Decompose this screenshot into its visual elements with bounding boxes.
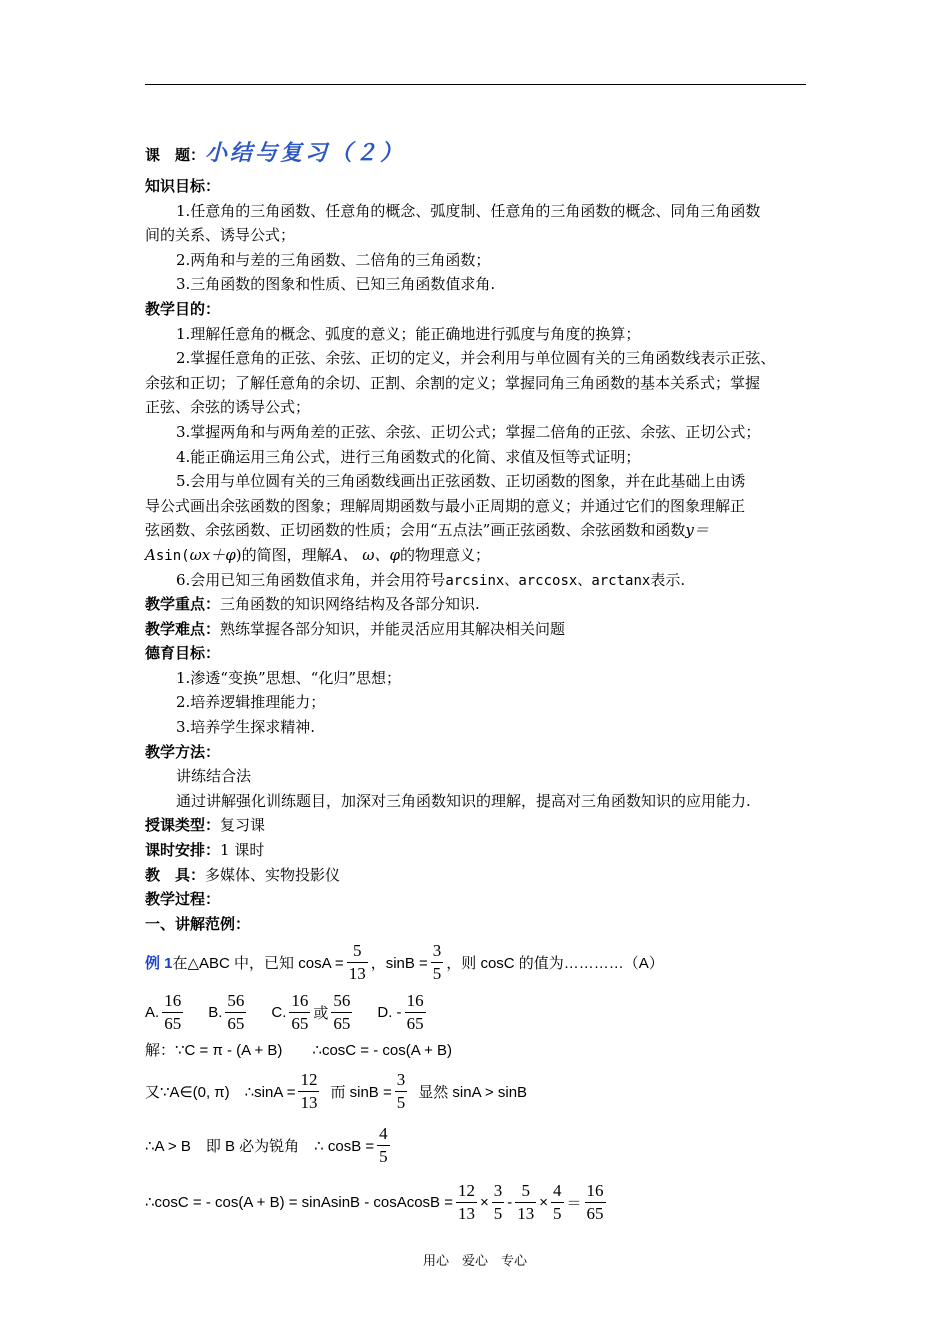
goal-item-6 [145,568,810,593]
method-item-1: 讲练结合法 [176,767,252,786]
moral-item-1: 1.渗透“变换”思想、“化归”思想； [176,668,401,687]
goal-item-2-cont: 余弦和正切；了解任意角的余切、正割、余割的定义；掌握同角三角函数的基本关系式；掌握 [145,373,761,392]
goal-item-5-cont2 [145,518,810,543]
times-sign-2: × [539,1193,549,1211]
fraction-12-13: $\frac{12}{13}$ [458,1180,475,1223]
difficulty-text: 熟练掌握各部分知识，并能灵活应用其解决相关问题 [220,619,566,638]
goal-5-sin: sin( [155,547,190,564]
fraction-sinB: $\frac{3}{5}$ [432,940,442,983]
focus-text: 三角函数的知识网络结构及各部分知识. [220,595,480,614]
goal-5-formula-y: y＝ [685,521,709,540]
knowledge-heading: 知识目标： [145,177,221,195]
type-label: 授课类型： [145,816,221,835]
knowledge-item-1: 1.任意角的三角函数、任意角的概念、弧度制、任意角的三角函数的概念、同角三角函数 [176,201,761,220]
goal-5-meaning: 的物理意义； [399,545,490,564]
title-line [145,134,810,174]
step4-text: ∴cosC = - cos(A + B) = sinAsinB - cosAcosB = [145,1194,453,1212]
minus-sign: - [507,1193,513,1211]
fraction-result: $\frac{16}{65}$ [586,1180,604,1223]
goal-item-2-cont2: 正弦、余弦的诱导公式； [145,398,311,417]
goal-5-omega: ωx＋φ [189,545,236,564]
goal-6-end: 表示. [650,570,686,589]
step2-text-b: 而 sinB = [330,1083,392,1101]
goal-item-3: 3.掌握两角和与两角差的正弦、余弦、正切公式；掌握二倍角的正弦、余弦、正切公式； [176,422,761,441]
example1-q2: ，sinB = [370,954,428,972]
page-footer: 用心 爱心 专心 [422,1254,527,1269]
goal-item-2: 2.掌握任意角的正弦、余弦、正切的定义，并会利用与单位圆有关的三角函数线表示正弦、 [176,349,776,368]
example1-label: 例 1 [145,954,173,972]
goal-6-symbols: arcsinx、arccosx、arctanx [445,572,651,589]
option-b-fraction: $\frac{56}{65}$ [227,990,245,1033]
hours-text: 1 课时 [220,841,265,860]
example1-q3: ，则 cosC 的值为…………（A） [446,954,664,972]
method-item-2: 通过讲解强化训练题目，加深对三角函数知识的理解，提高对三角函数知识的应用能力. [176,791,751,810]
header-rule [145,84,806,85]
solution-step-3 [145,1119,810,1171]
title-label: 课 题： [145,146,206,164]
process-heading: 教学过程： [145,890,221,909]
difficulty-label: 教学难点： [145,619,221,638]
lesson-plan [145,134,810,1229]
type-line [145,813,810,838]
example1-options [145,987,810,1037]
goal-5-graph: )的简图，理解 [235,545,332,564]
moral-heading: 德育目标： [145,644,221,663]
goal-item-4: 4.能正确运用三角公式，进行三角函数式的化简、求值及恒等式证明； [176,447,641,466]
moral-item-2: 2.培养逻辑推理能力； [176,693,326,712]
example1-q1: 在△ABC 中，已知 cosA = [172,954,344,972]
goal-item-5-cont3 [145,543,810,568]
focus-line [145,592,810,617]
option-c-label: C. [271,1003,287,1021]
fraction-cosA: $\frac{5}{13}$ [348,940,366,983]
hours-line [145,838,810,863]
fraction-sinB-2: $\frac{3}{5}$ [396,1069,406,1112]
goal-5-text: 弦函数、余弦函数、正切函数的性质；会用“五点法”画正弦函数、余弦函数和函数 [145,521,686,540]
difficulty-line [145,617,810,642]
hours-label: 课时安排： [145,841,221,860]
moral-item-3: 3.培养学生探求精神. [176,718,316,737]
method-heading: 教学方法： [145,742,221,761]
fraction-4-5: $\frac{4}{5}$ [553,1180,562,1223]
solution-step-2 [145,1065,810,1117]
option-a-label: A. [145,1003,160,1021]
section1-heading: 一、讲解范例： [145,914,251,933]
fraction-cosB: $\frac{4}{5}$ [379,1123,388,1166]
equals-sign: ＝ [566,1194,582,1212]
lesson-title: 小结与复习（２） [205,141,406,166]
tools-label: 教 具： [145,865,206,884]
goal-5-A: A [145,545,156,564]
solution-step-4 [145,1175,810,1229]
solution-step-1: 解：∵C = π - (A + B) ∴cosC = - cos(A + B) [145,1042,453,1060]
goal-6-text: 6.会用已知三角函数值求角，并会用符号 [176,570,446,589]
fraction-5-13: $\frac{5}{13}$ [517,1180,535,1223]
example1-question [145,937,810,987]
type-text: 复习课 [220,816,266,835]
step2-text-a: 又∵A∈(0, π) ∴sinA = [145,1083,296,1101]
fraction-sinA: $\frac{12}{13}$ [300,1069,318,1112]
tools-text: 多媒体、实物投影仪 [205,865,341,884]
option-c-fraction-1: $\frac{16}{65}$ [291,990,309,1033]
knowledge-item-3: 3.三角函数的图象和性质、已知三角函数值求角. [176,275,496,294]
option-c-fraction-2: $\frac{56}{65}$ [333,990,351,1033]
goal-item-5: 5.会用与单位圆有关的三角函数线画出正弦函数、正切函数的图象，并在此基础上由诱 [176,472,746,491]
goal-item-5-cont: 导公式画出余弦函数的图象；理解周期函数与最小正周期的意义；并通过它们的图象理解正 [145,496,746,515]
focus-label: 教学重点： [145,595,221,614]
option-d-fraction: $\frac{16}{65}$ [406,990,424,1033]
times-sign-1: × [480,1193,489,1211]
knowledge-item-2: 2.两角和与差的三角函数、二倍角的三角函数； [176,250,491,269]
knowledge-item-1-cont: 间的关系、诱导公式； [145,226,296,245]
fraction-3-5: $\frac{3}{5}$ [493,1180,503,1223]
option-b-label: B. [208,1003,223,1021]
option-a-fraction: $\frac{16}{65}$ [164,990,182,1033]
option-d-label: D. - [377,1003,402,1021]
option-c-or: 或 [313,1004,329,1022]
step2-text-c: 显然 sinA > sinB [418,1083,528,1101]
goal-5-params: A、 ω、φ [331,545,400,564]
step3-text: ∴A > B 即 B 必为锐角 ∴ cosB = [145,1137,375,1155]
tools-line [145,863,810,888]
goals-heading: 教学目的： [145,299,221,318]
goal-item-1: 1.理解任意角的概念、弧度的意义；能正确地进行弧度与角度的换算； [176,324,641,343]
